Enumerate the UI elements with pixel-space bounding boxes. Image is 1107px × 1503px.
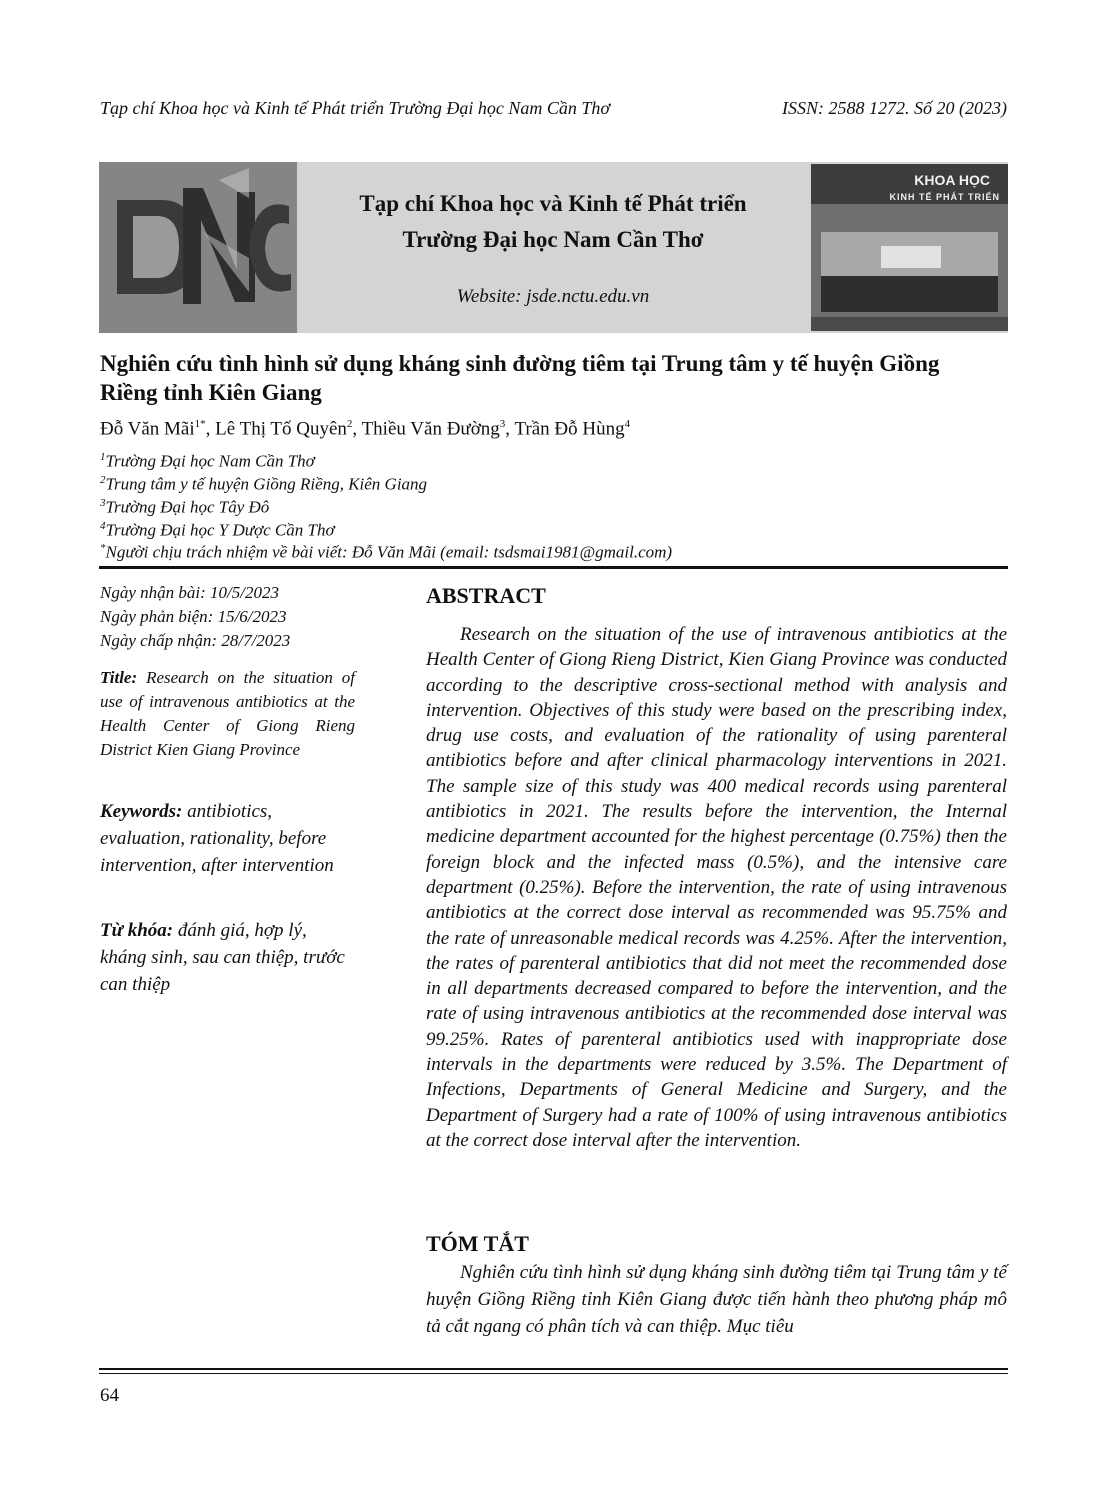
affiliation-mark: 3: [100, 497, 106, 509]
journal-logo: [99, 162, 297, 333]
abstract-heading: ABSTRACT: [426, 583, 546, 608]
dnc-logo-graphic: [99, 162, 297, 333]
abstract-body: Research on the situation of the use of intravenous antibiotics at the Health Center of Giong Rieng District, Kien Giang Province was conducted according to the descriptive cross-sectional method with analysis and intervention. Objectives of this study were based on the prescribing index, drug use costs, and evaluation of the rationality of using parenteral antibiotics before and after clinical pharmacology interventions in 2021. The sample size of this study was 400 medical records using parenteral antibiotics in 2021. The results before the intervention, the Internal medicine department accounted for the highest percentage (0.75%) then the foreign block and the infected mass (0.5%), and the intensive care department (0.25%). Before the intervention, the rate of using intravenous antibiotics at the correct dose interval as recommended was 95.75% and the rate of unreasonable medical records was 4.25%. After the intervention, the rates of parenteral antibiotics that did not meet the recommended dose in all departments decreased compared to before the intervention, and the rate of using intravenous antibiotics at the recommended dose interval was 99.25%. Rates of parenteral antibiotics used with inappropriate dose intervals in the departments were reduced by 3.5%. The Department of Infections, Departments of General Medicine and Surgery, and the Department of Surgery had a rate of 100% of using intravenous antibiotics at the correct dose interval after the intervention.: [426, 624, 1007, 1151]
journal-cover-image: [811, 164, 1008, 331]
affiliation-item: [100, 451, 315, 472]
tukhoa-label: Từ khóa:: [100, 920, 174, 941]
page-number: 64: [100, 1385, 119, 1406]
english-title-block: [100, 666, 355, 762]
accepted-date: Ngày chấp nhận: 28/7/2023: [100, 631, 291, 650]
running-head-journal: Tạp chí Khoa học và Kinh tế Phát triển Trường Đại học Nam Cần Thơ: [100, 98, 611, 118]
tukhoa-text: đánh giá, hợp lý, kháng sinh, sau can thiệp, trước can thiệp: [100, 920, 345, 995]
author-affiliation-mark: 4: [624, 418, 631, 430]
affiliation-item: [100, 497, 269, 518]
footer-rule: [99, 1368, 1008, 1370]
reviewed-date: Ngày phản biện: 15/6/2023: [100, 607, 287, 626]
article-title: Nghiên cứu tình hình sử dụng kháng sinh đường tiêm tại Trung tâm y tế huyện Giồng Riềng tỉnh Kiên Giang: [100, 351, 940, 405]
cover-masthead: [811, 164, 1008, 204]
affiliation-mark: 4: [100, 520, 106, 532]
banner-title-line1: Tạp chí Khoa học và Kinh tế Phát triển: [359, 191, 747, 216]
cover-people: [821, 276, 998, 312]
author-affiliation-mark: 1*: [194, 418, 206, 430]
divider-rule: [99, 566, 1008, 569]
banner-title: [297, 186, 809, 258]
cover-subtitle: KINH TẾ PHÁT TRIỂN: [889, 192, 1000, 202]
cover-stage-banner: [881, 246, 941, 268]
author-name: Đỗ Văn Mãi: [100, 418, 195, 440]
cover-photo: [821, 232, 998, 312]
running-head-issn: ISSN: 2588 1272. Số 20 (2023): [782, 98, 1007, 118]
keywords-label: Keywords:: [100, 801, 183, 822]
tomtat-heading: TÓM TẮT: [426, 1231, 529, 1256]
affiliation-mark: 2: [100, 474, 106, 486]
affiliation-text: Trường Đại học Y Dược Cần Thơ: [105, 520, 335, 540]
author-separator: ,: [505, 418, 515, 440]
affiliation-text: Trường Đại học Nam Cần Thơ: [105, 451, 315, 471]
footer-rule-thin: [99, 1373, 1008, 1374]
affiliation-text: Trung tâm y tế huyện Giồng Riềng, Kiên Giang: [105, 474, 428, 494]
banner-title-line2: Trường Đại học Nam Cần Thơ: [402, 227, 704, 252]
received-date: Ngày nhận bài: 10/5/2023: [100, 583, 279, 602]
cover-footer: [811, 317, 1008, 331]
affiliation-item: [100, 474, 427, 495]
author-separator: ,: [352, 418, 362, 440]
banner-website: Website: jsde.nctu.edu.vn: [456, 286, 650, 307]
author-separator: ,: [205, 418, 216, 440]
keywords-block: [100, 798, 355, 879]
title-label: Title:: [100, 668, 138, 687]
affiliation-item: [100, 542, 672, 563]
affiliation-text: Trường Đại học Tây Đô: [105, 497, 270, 517]
author-affiliation-mark: 2: [346, 418, 353, 430]
tukhoa-block: [100, 917, 355, 998]
author-name: Lê Thị Tố Quyên: [215, 418, 347, 440]
author-name: Trần Đỗ Hùng: [514, 418, 625, 440]
tomtat-body: Nghiên cứu tình hình sử dụng kháng sinh đường tiêm tại Trung tâm y tế huyện Giồng Riềng tỉnh Kiên Giang được tiến hành theo phương pháp mô tả cắt ngang có phân tích và can thiệp. Mục tiêu: [426, 1262, 1007, 1337]
author-list: [100, 418, 630, 440]
affiliation-item: [100, 520, 335, 541]
journal-banner: [99, 162, 1008, 333]
author-name: Thiều Văn Đường: [361, 418, 500, 440]
cover-title: KHOA HỌC: [914, 172, 990, 188]
title-text: Research on the situation of use of intravenous antibiotics at the Health Center of Giong Rieng District Kien Giang Province: [100, 668, 356, 759]
keywords-text: antibiotics, evaluation, rationality, before intervention, after intervention: [100, 801, 334, 876]
affiliation-mark: 1: [100, 451, 106, 463]
affiliation-mark: *: [100, 542, 106, 554]
affiliation-text: Người chịu trách nhiệm về bài viết: Đỗ Văn Mãi (email: tsdsmai1981@gmail.com): [105, 542, 673, 562]
author-affiliation-mark: 3: [499, 418, 506, 430]
